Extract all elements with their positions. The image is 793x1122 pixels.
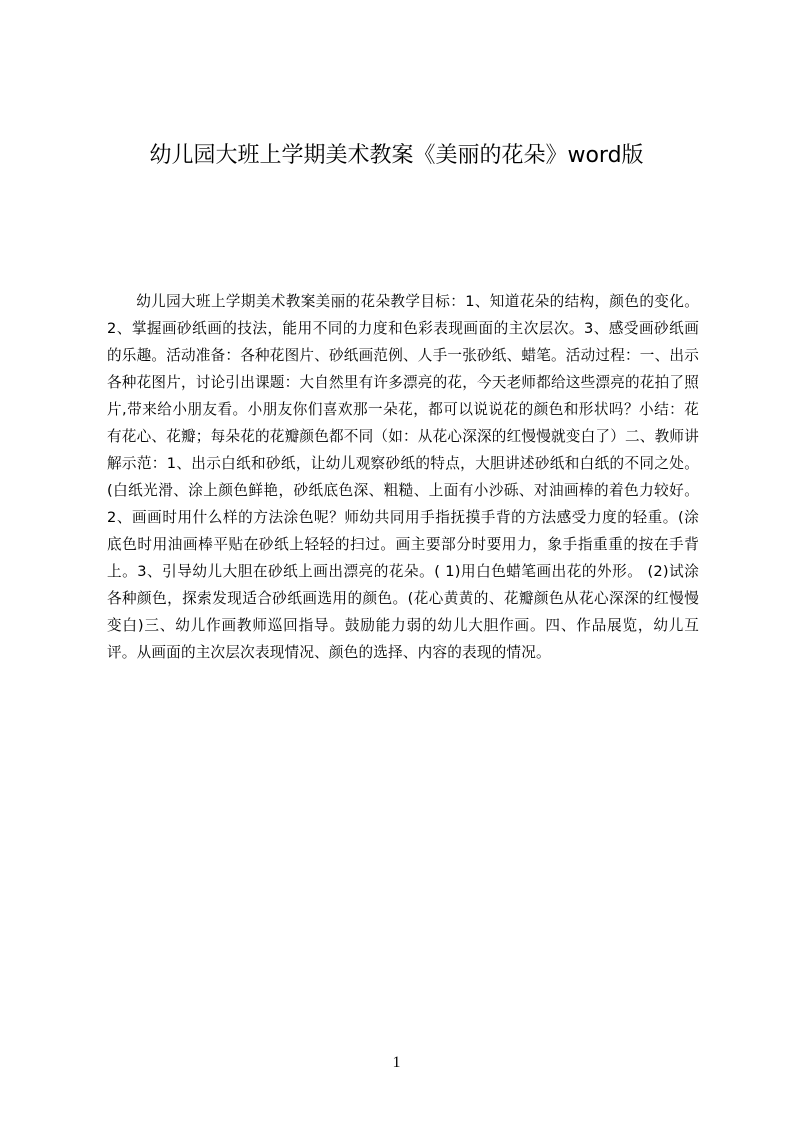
document-body-paragraph: 幼儿园大班上学期美术教案美丽的花朵教学目标：1、知道花朵的结构，颜色的变化。2、掌握画砂纸画的技法，能用不同的力度和色彩表现画面的主次层次。3、感受画砂纸画的乐趣。活动准备：各种花图片、砂纸画范例、人手一张砂纸、蜡笔。活动过程：一、出示各种花图片，讨论引出课题：大自然里有许多漂亮的花，今天老师都给这些漂亮的花拍了照片,带来给小朋友看。小朋友你们喜欢那一朵花，都可以说说花的颜色和形状吗？小结：花有花心、花瓣；每朵花的花瓣颜色都不同（如：从花心深深的红慢慢就变白了）二、教师讲解示范：1、出示白纸和砂纸，让幼儿观察砂纸的特点，大胆讲述砂纸和白纸的不同之处。(白纸光滑、涂上颜色鲜艳，砂纸底色深、粗糙、上面有小沙砾、对油画棒的着色力较好。2、画画时用什么样的方法涂色呢？师幼共同用手指抚摸手背的方法感受力度的轻重。(涂底色时用油画棒平贴在砂纸上轻轻的扫过。画主要部分时要用力，象手指重重的按在手背上。3、引导幼儿大胆在砂纸上画出漂亮的花朵。( 1)用白色蜡笔画出花的外形。 (2)试涂各种颜色，探索发现适合砂纸画选用的颜色。(花心黄黄的、花瓣颜色从花心深深的红慢慢变白)三、幼儿作画教师巡回指导。鼓励能力弱的幼儿大胆作画。四、作品展览，幼儿互评。从画面的主次层次表现情况、颜色的选择、内容的表现的情况。 (107, 293, 699, 661)
document-title: 幼儿园大班上学期美术教案《美丽的花朵》word版 (149, 143, 644, 168)
page-number: 1 (392, 1054, 401, 1071)
